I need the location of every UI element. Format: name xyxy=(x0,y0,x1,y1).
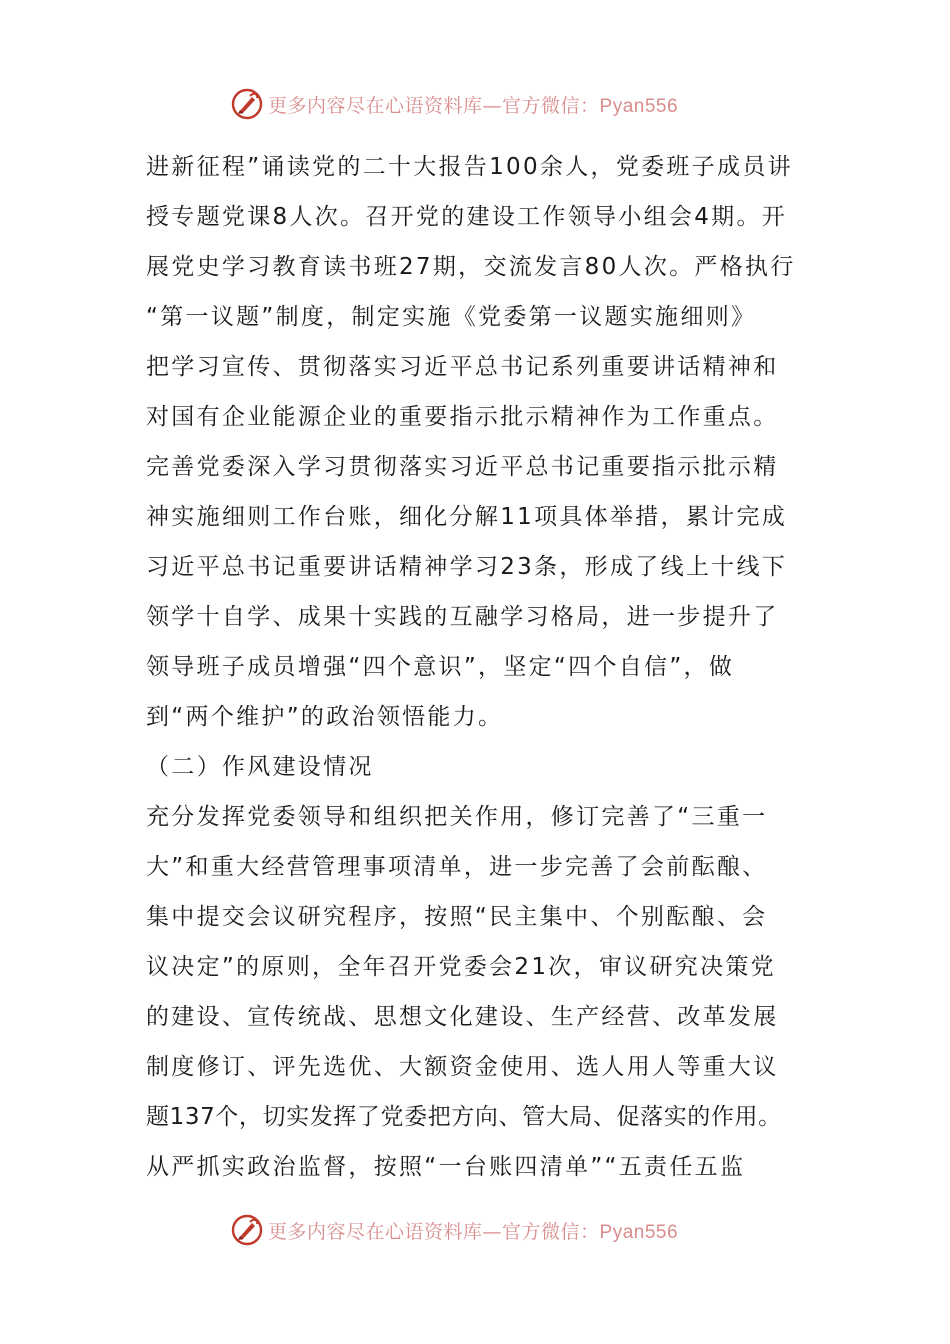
text-line: 领导班子成员增强“四个意识”，坚定“四个自信”，做 xyxy=(146,654,735,680)
text-line: “第一议题”制度，制定实施《党委第一议题实施细则》 xyxy=(146,304,757,330)
text-line: 习近平总书记重要讲话精神学习23条，形成了线上十线下 xyxy=(146,554,788,580)
text-line: 展党史学习教育读书班27期，交流发言80人次。严格执行 xyxy=(146,254,796,280)
text-line: 领学十自学、成果十实践的互融学习格局，进一步提升了 xyxy=(146,604,779,630)
text-line: 的建设、宣传统战、思想文化建设、生产经营、改革发展 xyxy=(146,1004,779,1030)
text-line: 制度修订、评先选优、大额资金使用、选人用人等重大议 xyxy=(146,1054,779,1080)
watermark-text: 更多内容尽在心语资料库—官方微信： xyxy=(268,1220,600,1243)
text-line: 完善党委深入学习贯彻落实习近平总书记重要指示批示精 xyxy=(146,454,779,480)
watermark-header xyxy=(230,84,750,124)
text-line: 神实施细则工作台账，细化分解11项具体举措，累计完成 xyxy=(146,504,788,530)
text-line: 到“两个维护”的政治领悟能力。 xyxy=(146,704,504,730)
document-body xyxy=(146,142,836,1192)
text-line: 充分发挥党委领导和组织把关作用，修订完善了“三重一 xyxy=(146,804,768,830)
text-line: 进新征程”诵读党的二十大报告100余人，党委班子成员讲 xyxy=(146,154,793,180)
text-line: 议决定”的原则，全年召开党委会21次，审议研究决策党 xyxy=(146,954,776,980)
text-line: 大”和重大经营管理事项清单，进一步完善了会前酝酿、 xyxy=(146,854,768,880)
watermark-text: 更多内容尽在心语资料库—官方微信： xyxy=(268,94,600,117)
pen-logo-icon xyxy=(230,87,264,121)
text-line: 集中提交会议研究程序，按照“民主集中、个别酝酿、会 xyxy=(146,904,768,930)
watermark-handle: Pyan556 xyxy=(599,95,679,117)
text-line: 从严抓实政治监督，按照“一台账四清单”“五责任五监 xyxy=(146,1154,746,1180)
section-heading: （二）作风建设情况 xyxy=(146,754,374,780)
watermark-handle: Pyan556 xyxy=(599,1221,679,1243)
text-line: 把学习宣传、贯彻落实习近平总书记系列重要讲话精神和 xyxy=(146,354,779,380)
text-line: 授专题党课8人次。召开党的建设工作领导小组会4期。开 xyxy=(146,204,788,230)
text-line: 对国有企业能源企业的重要指示批示精神作为工作重点。 xyxy=(146,404,779,430)
text-line: 题137个，切实发挥了党委把方向、管大局、促落实的作用。 xyxy=(146,1104,782,1130)
pen-logo-icon xyxy=(230,1213,264,1247)
watermark-footer xyxy=(230,1210,750,1250)
